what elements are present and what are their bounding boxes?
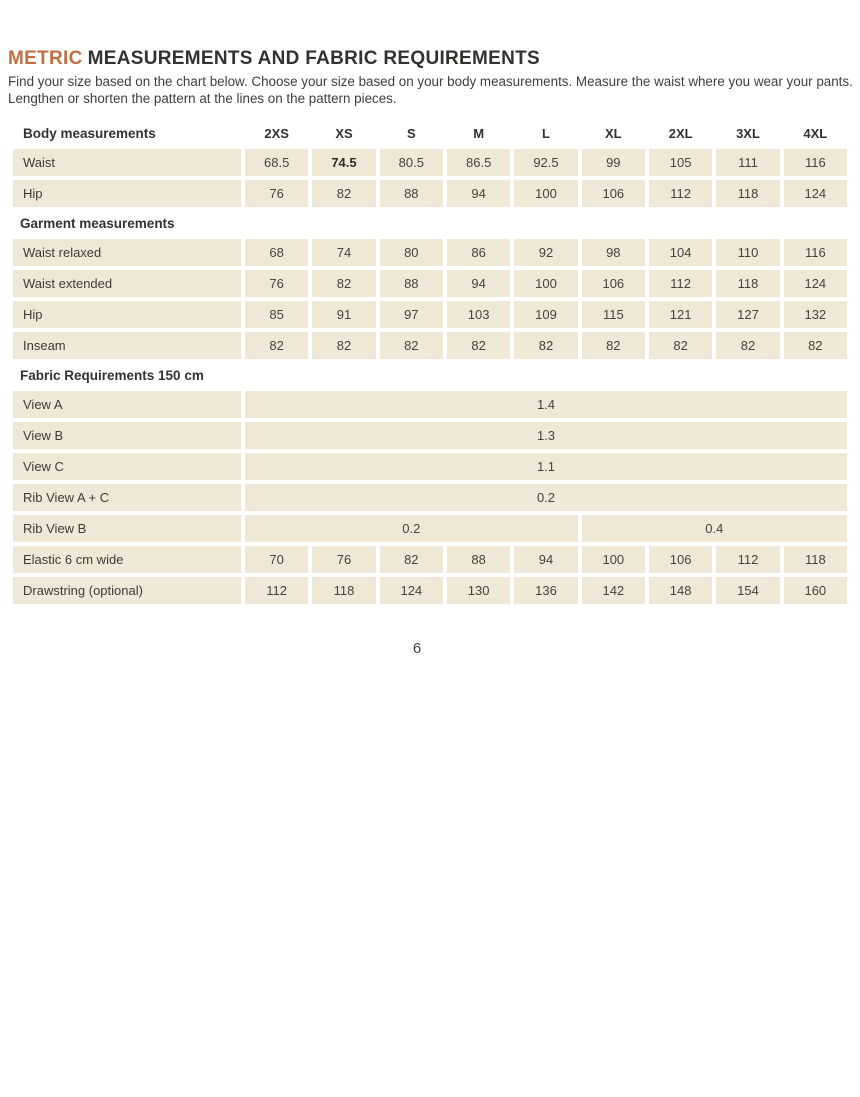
table-row [13,546,847,573]
value-cell: 109 [514,301,577,328]
table-row [13,270,847,297]
value-cell: 105 [649,149,712,176]
merged-value-cell: 0.2 [245,515,578,542]
row-label: Waist extended [13,270,241,297]
value-cell: 136 [514,577,577,604]
table-row [13,391,847,418]
value-cell: 82 [312,270,375,297]
value-cell: 82 [784,332,847,359]
value-cell: 111 [716,149,779,176]
page-title-accent: METRIC [8,48,83,69]
value-cell: 132 [784,301,847,328]
table-row [13,149,847,176]
size-column-header: XL [605,125,622,141]
value-cell: 106 [649,546,712,573]
merged-value-cell: 1.1 [245,453,847,480]
table-row [13,301,847,328]
size-column-header: 3XL [736,125,760,141]
merged-value-cell: 0.4 [582,515,847,542]
value-cell: 76 [312,546,375,573]
value-cell: 100 [514,180,577,207]
value-cell: 82 [514,332,577,359]
row-label: Inseam [13,332,241,359]
row-label: View A [13,391,241,418]
row-label: Waist [13,149,241,176]
value-cell: 86.5 [447,149,510,176]
row-label: Hip [13,180,241,207]
value-cell: 121 [649,301,712,328]
value-cell: 115 [582,301,645,328]
value-cell: 85 [245,301,308,328]
value-cell: 97 [380,301,443,328]
value-cell: 82 [716,332,779,359]
value-cell: 82 [582,332,645,359]
value-cell: 68 [245,239,308,266]
measurement-table [13,121,847,604]
table-row [13,180,847,207]
value-cell: 74 [312,239,375,266]
value-cell: 82 [380,332,443,359]
value-cell: 94 [514,546,577,573]
size-column-header: XS [335,125,353,141]
table-row [13,577,847,604]
value-cell: 106 [582,180,645,207]
value-cell: 154 [716,577,779,604]
value-cell: 88 [447,546,510,573]
table-row [13,422,847,449]
value-cell: 76 [245,180,308,207]
value-cell: 106 [582,270,645,297]
table-row [13,332,847,359]
value-cell: 91 [312,301,375,328]
value-cell: 100 [582,546,645,573]
value-cell: 92.5 [514,149,577,176]
value-cell: 112 [649,180,712,207]
row-label: Rib View B [13,515,241,542]
value-cell: 76 [245,270,308,297]
value-cell: 82 [312,332,375,359]
size-column-header: M [473,125,485,141]
row-label: Drawstring (optional) [13,577,241,604]
value-cell: 82 [649,332,712,359]
value-cell: 82 [312,180,375,207]
value-cell: 127 [716,301,779,328]
value-cell: 82 [380,546,443,573]
value-cell: 118 [312,577,375,604]
merged-value-cell: 1.3 [245,422,847,449]
value-cell: 82 [245,332,308,359]
value-cell: 112 [649,270,712,297]
value-cell: 110 [716,239,779,266]
row-label: View B [13,422,241,449]
value-cell: 116 [784,239,847,266]
value-cell: 70 [245,546,308,573]
value-cell: 112 [716,546,779,573]
value-cell: 130 [447,577,510,604]
table-row [13,515,847,542]
table-row [13,453,847,480]
value-cell: 124 [784,270,847,297]
intro-paragraph: Find your size based on the chart below. Choose your size based on your body measurements. Measure the waist where you wear your pants. Lengthen or shorten the pattern at the lines on the pattern pieces. [8,74,853,106]
value-cell: 118 [716,180,779,207]
page-title-rest: MEASUREMENTS AND FABRIC REQUIREMENTS [87,48,541,69]
value-cell: 80 [380,239,443,266]
row-label: View C [13,453,241,480]
value-cell: 148 [649,577,712,604]
value-cell: 86 [447,239,510,266]
value-cell: 82 [447,332,510,359]
value-cell: 94 [447,270,510,297]
row-label: Rib View A + C [13,484,241,511]
value-cell: 92 [514,239,577,266]
size-column-header: 4XL [803,125,828,141]
value-cell: 160 [784,577,847,604]
value-cell: 68.5 [245,149,308,176]
value-cell: 99 [582,149,645,176]
value-cell: 124 [380,577,443,604]
value-cell: 142 [582,577,645,604]
value-cell: 100 [514,270,577,297]
row-label: Elastic 6 cm wide [13,546,241,573]
value-cell: 74.5 [312,149,375,176]
section-heading: Body measurements [23,125,156,141]
size-column-header: S [406,125,416,141]
value-cell: 104 [649,239,712,266]
value-cell: 98 [582,239,645,266]
value-cell: 124 [784,180,847,207]
value-cell: 118 [784,546,847,573]
size-column-header: 2XL [668,125,693,141]
page-number: 6 [412,640,422,657]
size-column-header: L [542,125,550,141]
value-cell: 94 [447,180,510,207]
value-cell: 118 [716,270,779,297]
table-row [13,484,847,511]
merged-value-cell: 1.4 [245,391,847,418]
size-column-header: 2XS [264,125,289,141]
table-header-row [13,121,847,145]
page-title [8,48,860,70]
row-label: Hip [13,301,241,328]
value-cell: 88 [380,180,443,207]
section-heading: Garment measurements [20,216,175,231]
value-cell: 112 [245,577,308,604]
section-heading: Fabric Requirements 150 cm [20,368,204,383]
table-row [13,239,847,266]
merged-value-cell: 0.2 [245,484,847,511]
value-cell: 88 [380,270,443,297]
value-cell: 116 [784,149,847,176]
value-cell: 103 [447,301,510,328]
value-cell: 80.5 [380,149,443,176]
row-label: Waist relaxed [13,239,241,266]
